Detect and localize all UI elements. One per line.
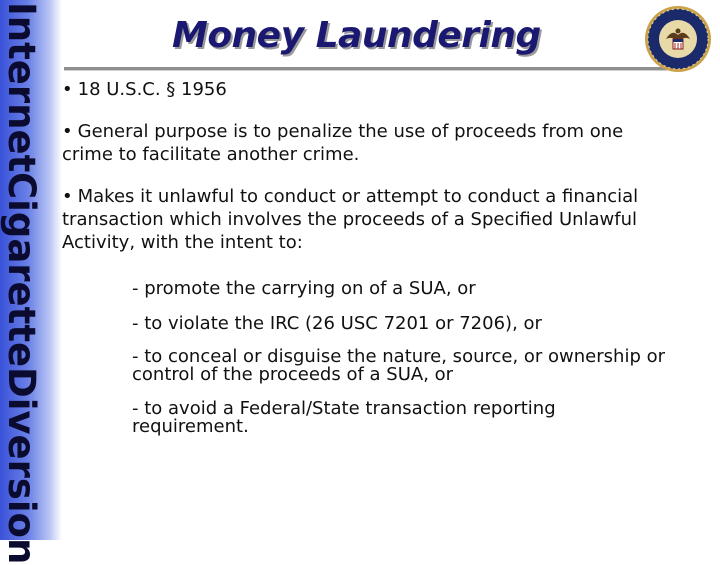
sidebar-word: Internet [0,2,43,173]
bullet-text: General purpose is to penalize the use of proceeds from one crime to facilitate another crime. [62,121,624,165]
sub-point: - to conceal or disguise the nature, source, or ownership or control of the proceeds of a SUA, or [132,346,666,385]
bullet-text: 18 U.S.C. § 1956 [77,79,227,100]
slide-content [62,0,720,540]
bullet-point [62,78,227,101]
bullet-text: Makes it unlawful to conduct or attempt to conduct a financial transaction which involves the proceeds of a Specified Unlawful Activity, with the intent to: [62,186,639,253]
bullet-marker: • [62,121,73,142]
bullet-marker: • [62,186,73,207]
slide-title: Money Laundering [172,15,541,56]
bullet-point [62,185,687,254]
sidebar-banner [0,0,62,565]
sidebar-vertical-title [0,2,43,565]
sub-point: - to avoid a Federal/State transaction reporting requirement. [132,398,556,437]
sub-point: - promote the carrying on of a SUA, or [132,278,476,299]
bullet-marker: • [62,79,73,100]
sidebar-word: Cigarette [0,172,43,368]
sub-point: - to violate the IRC (26 USC 7201 or 7206), or [132,313,542,334]
bullet-point [62,120,662,166]
sidebar-word: Diversion [0,367,43,565]
